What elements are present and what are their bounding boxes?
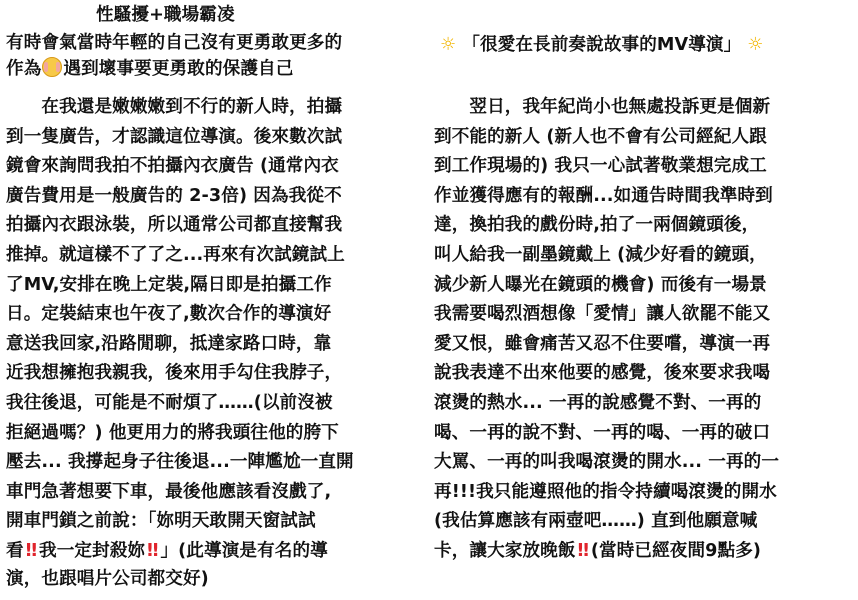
section-heading [434, 32, 770, 58]
body-line: 到不能的新人 (新人也不會有公司經紀人跟 [434, 126, 767, 147]
subtitle-line [6, 56, 293, 82]
body-line: 車門急著想要下車，最後他應該看沒戲了, [6, 481, 332, 502]
body-line: 拍攝內衣跟泳裝，所以通常公司都直接幫我 [6, 215, 343, 236]
body-line: 拒絕過嗎？) 他更用力的將我頭往他的胯下 [6, 422, 339, 443]
body-line: 意送我回家,沿路閒聊，抵達家路口時，靠 [6, 333, 332, 354]
body-line: 推掉。就這樣不了了之...再來有次試鏡試上 [6, 245, 345, 265]
heading-text: 「很愛在長前奏說故事的MV導演」 [462, 35, 742, 55]
body-line: 滾燙的熱水... 一再的說感覺不對、一再的 [434, 393, 762, 413]
body-line: 喝、一再的說不對、一再的喝、一再的破口 [434, 422, 771, 443]
body-line: 演，也跟唱片公司都交好) [6, 569, 209, 589]
body-line: 壓去... 我撐起身子往後退...一陣尷尬一直開 [6, 452, 354, 473]
body-line [6, 538, 328, 564]
sun-icon: ☼ [747, 34, 764, 55]
body-line: 鏡會來詢問我拍不拍攝內衣廣告 (通常內衣 [6, 156, 339, 177]
flushed-crying-face-icon [42, 57, 62, 77]
body-line: 減少新人曝光在鏡頭的機會) 而後有一場景 [434, 274, 767, 295]
double-exclamation-icon: ‼ [577, 540, 587, 561]
body-line: 翌日，我年紀尚小也無處投訴更是個新 [434, 97, 771, 117]
body-line: 到工作現場的) 我只一心試著敬業想完成工 [434, 156, 767, 177]
section-title: 性騷擾+職場霸凌 [96, 5, 235, 25]
sun-icon: ☼ [440, 34, 457, 55]
double-exclamation-icon: ‼ [147, 540, 157, 561]
body-text: 」(此導演是有名的導 [160, 541, 328, 561]
body-text: 看 [6, 541, 24, 561]
body-line: 大罵、一再的叫我喝滾燙的開水... 一再的一 [434, 452, 780, 473]
body-line: 叫人給我一副墨鏡戴上 (減少好看的鏡頭， [434, 245, 767, 265]
body-line: 在我還是嫩嫩嫩到不行的新人時，拍攝 [6, 97, 343, 117]
body-line: 開車門鎖之前說：「妳明天敢開天窗試試 [6, 511, 316, 532]
body-line: 說我表達不出來他要的感覺，後來要求我喝 [434, 363, 771, 384]
body-line: 作並獲得應有的報酬...如通告時間我準時到 [434, 185, 773, 206]
body-line: 我往後退，可能是不耐煩了……(以前沒被 [6, 393, 333, 413]
body-line: 再!!!我只能遵照他的指令持續喝滾燙的開水 [434, 481, 777, 502]
body-line: 到一隻廣告，才認識這位導演。後來數次試 [6, 126, 343, 147]
subtitle-text: 作為 [6, 59, 42, 79]
body-line [434, 538, 761, 564]
body-line: 我需要喝烈酒想像「愛情」讓人欲罷不能又 [434, 304, 771, 325]
body-line: 愛又恨，雖會痛苦又忍不住要嚐，導演一再 [434, 333, 771, 354]
subtitle-text: 遇到壞事要更勇敢的保護自己 [63, 59, 294, 79]
body-line: 日。定裝結束也午夜了,數次合作的導演好 [6, 304, 332, 325]
body-line: 廣告費用是一般廣告的 2-3倍) 因為我從不 [6, 185, 342, 206]
body-line: 近我想擁抱我親我，後來用手勾住我脖子， [6, 363, 343, 384]
double-exclamation-icon: ‼ [25, 540, 35, 561]
body-line: 了MV,安排在晚上定裝,隔日即是拍攝工作 [6, 274, 332, 295]
subtitle-line: 有時會氣當時年輕的自己沒有更勇敢更多的 [6, 33, 343, 53]
body-text: 我一定封殺妳 [39, 541, 146, 561]
body-text: (當時已經夜間9點多) [590, 541, 762, 561]
body-text: 卡，讓大家放晚飯 [434, 541, 576, 561]
body-line: (我估算應該有兩壺吧……) 直到他願意喊 [434, 511, 758, 532]
body-line: 達，換拍我的戲份時,拍了一兩個鏡頭後， [434, 215, 760, 236]
